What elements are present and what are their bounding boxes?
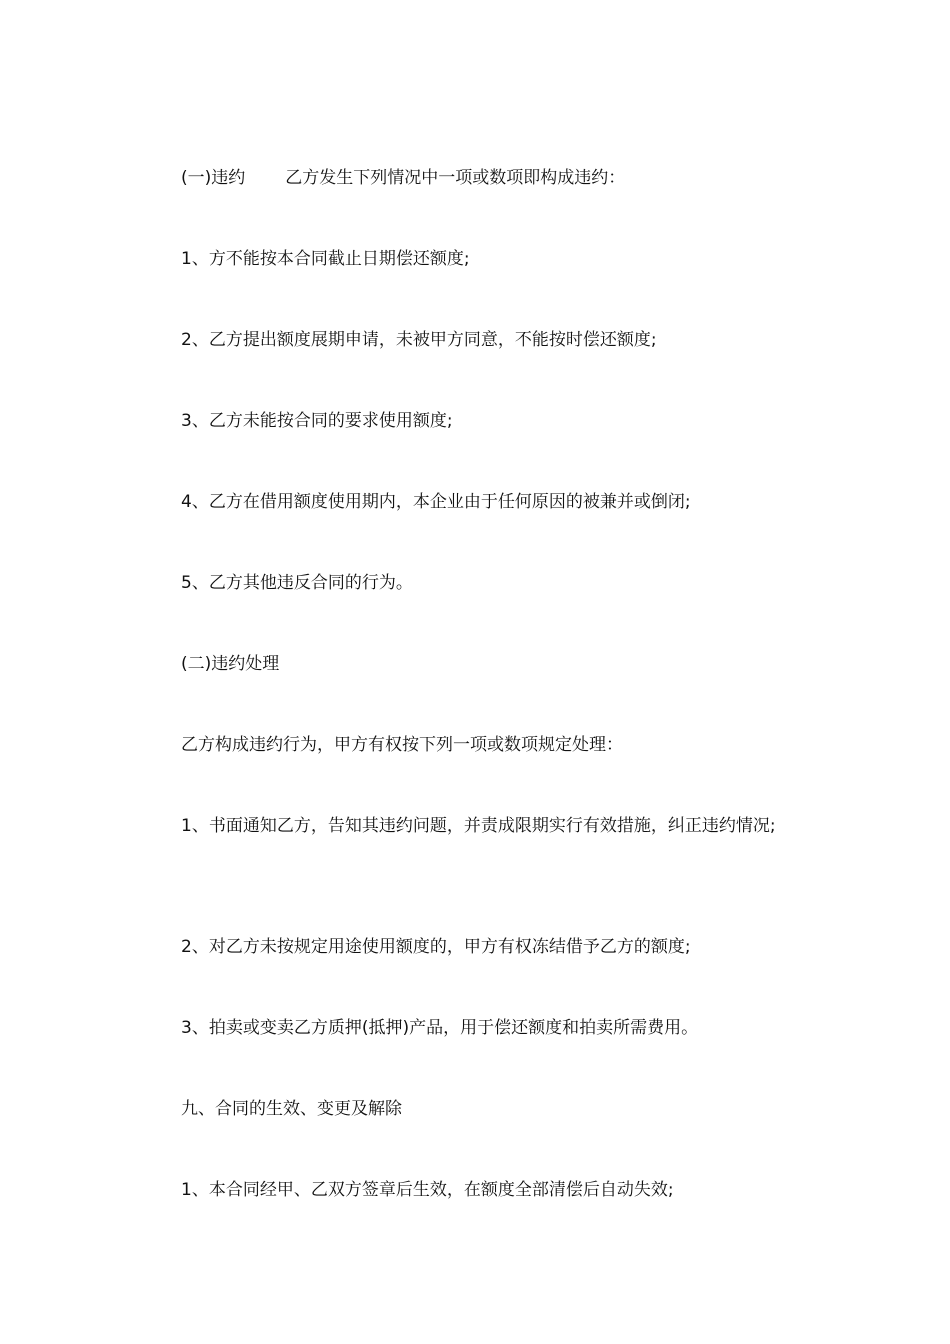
section-heading-breach-handling: (二)违约处理 <box>181 654 280 674</box>
paragraph-handling-item-3: 3、拍卖或变卖乙方质押(抵押)产品，用于偿还额度和拍卖所需费用。 <box>181 1018 699 1038</box>
paragraph-contract-item-1: 1、本合同经甲、乙双方签章后生效，在额度全部清偿后自动失效; <box>181 1180 674 1200</box>
paragraph-breach-item-2: 2、乙方提出额度展期申请，未被甲方同意，不能按时偿还额度; <box>181 330 657 350</box>
section-heading-breach: (一)违约 <box>181 168 246 188</box>
paragraph-breach-intro <box>145 160 810 196</box>
paragraph-breach-item-3: 3、乙方未能按合同的要求使用额度; <box>181 411 453 431</box>
paragraph-breach-item-4: 4、乙方在借用额度使用期内，本企业由于任何原因的被兼并或倒闭; <box>181 492 691 512</box>
paragraph-handling-item-1: 1、书面通知乙方，告知其违约问题，并责成限期实行有效措施，纠正违约情况; <box>181 816 776 836</box>
paragraph-handling-item-2: 2、对乙方未按规定用途使用额度的，甲方有权冻结借予乙方的额度; <box>181 937 691 957</box>
breach-intro-text: 乙方发生下列情况中一项或数项即构成违约： <box>285 168 626 188</box>
paragraph-breach-item-5: 5、乙方其他违反合同的行为。 <box>181 573 413 593</box>
section-heading-contract-effect: 九、合同的生效、变更及解除 <box>181 1099 402 1119</box>
paragraph-breach-item-1: 1、方不能按本合同截止日期偿还额度; <box>181 249 470 269</box>
paragraph-handling-intro: 乙方构成违约行为，甲方有权按下列一项或数项规定处理： <box>181 735 623 755</box>
